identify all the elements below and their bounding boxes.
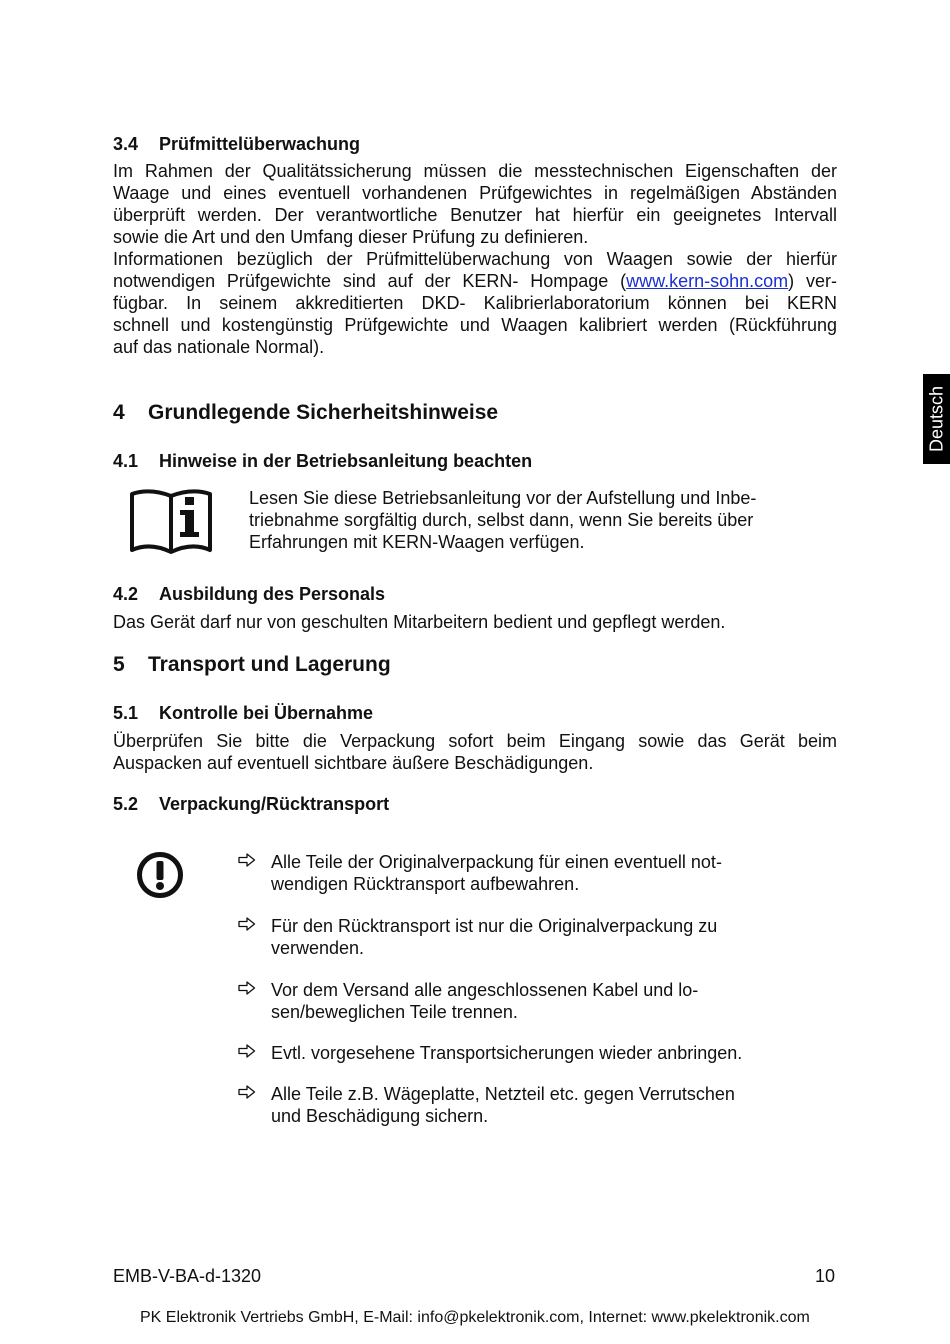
heading-title: Grundlegende Sicherheitshinweise bbox=[148, 401, 499, 424]
text-fragment: ) ver- bbox=[788, 271, 838, 291]
text-line: Waage und eines eventuell vorhandenen Prüfgewichtes in regelmäßigen Abständen bbox=[113, 183, 837, 203]
heading-number: 4 bbox=[113, 401, 125, 424]
heading-5 bbox=[113, 653, 391, 677]
paragraph-4-1 bbox=[249, 487, 809, 553]
paragraph-5-1 bbox=[113, 730, 837, 774]
heading-number: 5 bbox=[113, 653, 125, 676]
kern-sohn-link[interactable]: www.kern-sohn.com bbox=[626, 271, 789, 291]
heading-number: 5.2 bbox=[113, 794, 139, 814]
paragraph-4-2: Das Gerät darf nur von geschulten Mitarbeitern bedient und gepflegt werden. bbox=[113, 612, 726, 632]
language-tab-label: Deutsch bbox=[926, 385, 946, 453]
heading-title: Kontrolle bei Übernahme bbox=[159, 703, 374, 723]
text-line-with-link bbox=[113, 270, 837, 292]
heading-title: Hinweise in der Betriebsanleitung beachten bbox=[159, 451, 533, 471]
heading-title: Verpackung/Rücktransport bbox=[159, 794, 390, 814]
text-line: auf das nationale Normal). bbox=[113, 337, 325, 357]
text-line: Für den Rücktransport ist nur die Originalverpackung zu bbox=[271, 916, 718, 936]
list-item-text bbox=[271, 1042, 801, 1064]
text-line: Im Rahmen der Qualitätssicherung müssen die messtechnischen Eigenschaften der bbox=[113, 161, 837, 181]
heading-number: 4.1 bbox=[113, 451, 139, 471]
exclamation-circle-icon bbox=[136, 851, 184, 899]
list-item-text bbox=[271, 979, 801, 1023]
heading-5-2 bbox=[113, 794, 389, 815]
text-line: wendigen Rücktransport aufbewahren. bbox=[271, 874, 580, 894]
text-line: Erfahrungen mit KERN-Waagen verfügen. bbox=[249, 532, 585, 552]
text-line: Vor dem Versand alle angeschlossenen Kabel und lo- bbox=[271, 980, 699, 1000]
heading-4-2 bbox=[113, 584, 385, 605]
hollow-arrow-right-icon bbox=[238, 981, 256, 995]
heading-4-1 bbox=[113, 451, 532, 472]
text-line: fügbar. In seinem akkreditierten DKD- Kalibrierlaboratorium können bei KERN bbox=[113, 293, 837, 313]
list-item-text bbox=[271, 915, 801, 959]
heading-title: Prüfmittelüberwachung bbox=[159, 134, 361, 154]
document-id: EMB-V-BA-d-1320 bbox=[113, 1266, 262, 1286]
page-number: 10 bbox=[815, 1266, 836, 1286]
paragraph-3-4 bbox=[113, 160, 837, 358]
hollow-arrow-right-icon bbox=[238, 1085, 256, 1099]
list-item-text bbox=[271, 1083, 801, 1127]
text-line: sen/beweglichen Teile trennen. bbox=[271, 1002, 518, 1022]
language-side-tab bbox=[923, 374, 950, 464]
hollow-arrow-right-icon bbox=[238, 917, 256, 931]
heading-number: 5.1 bbox=[113, 703, 139, 723]
text-line: triebnahme sorgfältig durch, selbst dann, wenn Sie bereits über bbox=[249, 510, 754, 530]
text-line: Evtl. vorgesehene Transportsicherungen wieder anbringen. bbox=[271, 1043, 743, 1063]
text-line: sowie die Art und den Umfang dieser Prüfung zu definieren. bbox=[113, 227, 589, 247]
heading-title: Ausbildung des Personals bbox=[159, 584, 386, 604]
text-fragment: notwendigen Prüfgewichte sind auf der KERN- Hompage ( bbox=[113, 271, 627, 291]
heading-number: 4.2 bbox=[113, 584, 139, 604]
text-line: Informationen bezüglich der Prüfmittelüberwachung von Waagen sowie der hierfür bbox=[113, 249, 837, 269]
heading-number: 3.4 bbox=[113, 134, 139, 154]
text-line: Lesen Sie diese Betriebsanleitung vor der Aufstellung und Inbe- bbox=[249, 488, 757, 508]
hollow-arrow-right-icon bbox=[238, 853, 256, 867]
heading-4 bbox=[113, 401, 498, 425]
text-line: verwenden. bbox=[271, 938, 365, 958]
heading-3-4 bbox=[113, 134, 360, 155]
text-line: Alle Teile z.B. Wägeplatte, Netzteil etc. gegen Verrutschen bbox=[271, 1084, 735, 1104]
text-line: Alle Teile der Originalverpackung für einen eventuell not- bbox=[271, 852, 722, 872]
list-item-text bbox=[271, 851, 801, 895]
text-line: schnell und kostengünstig Prüfgewichte und Waagen kalibriert werden (Rückführung bbox=[113, 315, 837, 335]
text-line: und Beschädigung sichern. bbox=[271, 1106, 489, 1126]
heading-5-1 bbox=[113, 703, 373, 724]
text-line: Auspacken auf eventuell sichtbare äußere Beschädigungen. bbox=[113, 753, 594, 773]
hollow-arrow-right-icon bbox=[238, 1044, 256, 1058]
text-line: Überprüfen Sie bitte die Verpackung sofort beim Eingang sowie das Gerät beim bbox=[113, 731, 837, 751]
company-footer: PK Elektronik Vertriebs GmbH, E-Mail: info@pkelektronik.com, Internet: www.pkelektronik.com bbox=[140, 1309, 810, 1326]
book-info-icon bbox=[128, 486, 214, 556]
text-line: überprüft werden. Der verantwortliche Benutzer hat hierfür ein geeignetes Intervall bbox=[113, 205, 837, 225]
heading-title: Transport und Lagerung bbox=[148, 653, 391, 676]
